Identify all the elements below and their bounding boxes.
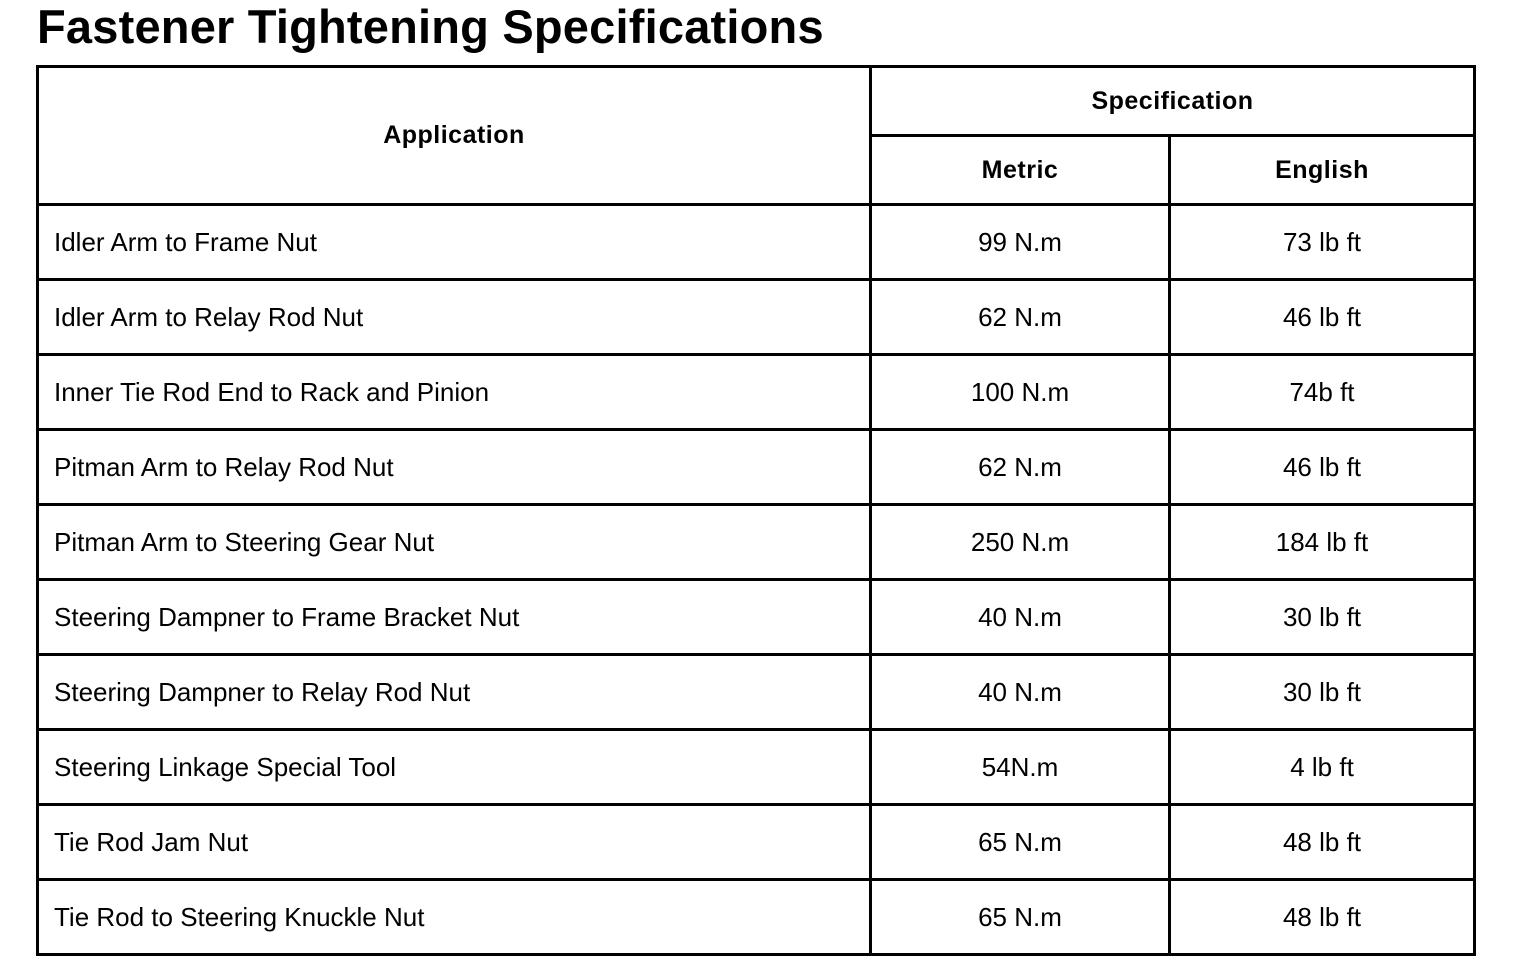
table-row bbox=[38, 205, 1475, 280]
application-cell: Pitman Arm to Relay Rod Nut bbox=[38, 430, 871, 505]
application-cell: Steering Dampner to Frame Bracket Nut bbox=[38, 580, 871, 655]
header-row bbox=[38, 67, 1475, 136]
english-cell: 48 lb ft bbox=[1170, 880, 1475, 955]
english-cell: 74b ft bbox=[1170, 355, 1475, 430]
english-column-header: English bbox=[1170, 136, 1475, 205]
table-row bbox=[38, 880, 1475, 955]
english-cell: 30 lb ft bbox=[1170, 655, 1475, 730]
english-cell: 4 lb ft bbox=[1170, 730, 1475, 805]
table-header bbox=[38, 67, 1475, 205]
metric-cell: 65 N.m bbox=[871, 880, 1170, 955]
table-row bbox=[38, 730, 1475, 805]
metric-cell: 65 N.m bbox=[871, 805, 1170, 880]
specification-group-header: Specification bbox=[871, 67, 1475, 136]
application-cell: Inner Tie Rod End to Rack and Pinion bbox=[38, 355, 871, 430]
metric-cell: 62 N.m bbox=[871, 280, 1170, 355]
english-cell: 30 lb ft bbox=[1170, 580, 1475, 655]
english-cell: 184 lb ft bbox=[1170, 505, 1475, 580]
english-cell: 46 lb ft bbox=[1170, 280, 1475, 355]
application-cell: Steering Dampner to Relay Rod Nut bbox=[38, 655, 871, 730]
metric-cell: 40 N.m bbox=[871, 655, 1170, 730]
metric-cell: 250 N.m bbox=[871, 505, 1170, 580]
application-cell: Pitman Arm to Steering Gear Nut bbox=[38, 505, 871, 580]
metric-cell: 54N.m bbox=[871, 730, 1170, 805]
table-row bbox=[38, 355, 1475, 430]
table-row bbox=[38, 505, 1475, 580]
table-row bbox=[38, 655, 1475, 730]
table-body bbox=[38, 205, 1475, 955]
metric-cell: 62 N.m bbox=[871, 430, 1170, 505]
table-row bbox=[38, 430, 1475, 505]
application-column-header: Application bbox=[38, 67, 871, 205]
application-cell: Idler Arm to Relay Rod Nut bbox=[38, 280, 871, 355]
table-row bbox=[38, 580, 1475, 655]
page-title: Fastener Tightening Specifications bbox=[37, 0, 824, 53]
specifications-table bbox=[36, 65, 1476, 956]
application-cell: Tie Rod to Steering Knuckle Nut bbox=[38, 880, 871, 955]
metric-column-header: Metric bbox=[871, 136, 1170, 205]
application-cell: Steering Linkage Special Tool bbox=[38, 730, 871, 805]
english-cell: 46 lb ft bbox=[1170, 430, 1475, 505]
application-cell: Tie Rod Jam Nut bbox=[38, 805, 871, 880]
application-cell: Idler Arm to Frame Nut bbox=[38, 205, 871, 280]
metric-cell: 100 N.m bbox=[871, 355, 1170, 430]
english-cell: 48 lb ft bbox=[1170, 805, 1475, 880]
metric-cell: 40 N.m bbox=[871, 580, 1170, 655]
metric-cell: 99 N.m bbox=[871, 205, 1170, 280]
table-row bbox=[38, 805, 1475, 880]
table-row bbox=[38, 280, 1475, 355]
english-cell: 73 lb ft bbox=[1170, 205, 1475, 280]
